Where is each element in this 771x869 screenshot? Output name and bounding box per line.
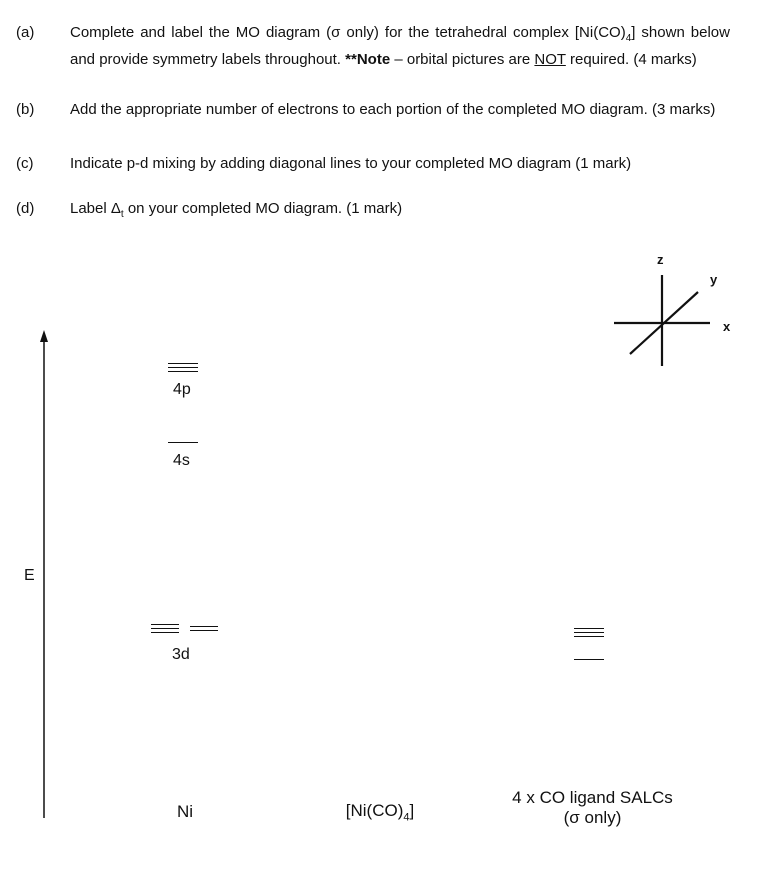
question-c-label: (c) [16,155,34,172]
3d-level [151,628,179,629]
3d-label: 3d [172,646,190,663]
4s-label: 4s [173,452,190,469]
4s-level [168,442,198,443]
energy-label: E [24,567,35,584]
question-d-text: Label $\Delta_t$ on your completed MO diagram. (1 mark) [70,200,403,220]
question-c-text: Indicate p-d mixing by adding diagonal lines to your completed MO diagram (1 mark) [70,155,632,172]
coordinate-axes-icon [614,275,710,366]
3d-level [190,630,218,631]
ligand-salc-level [574,632,604,633]
question-b-text: Add the appropriate number of electrons to each portion of the completed MO diagram. (3 marks) [70,101,716,118]
question-a-text: Complete and label the MO diagram (σ only) for the tetrahedral complex $[Ni(CO)_4]$ shown below and provide symmetry labels throughout. **Note – orbital pictures are NOT required. (4 marks) [70,24,730,68]
question-d-label: (d) [16,200,35,217]
4p-level [168,367,198,368]
3d-level [151,624,179,625]
question-a-label: (a) [16,24,35,41]
4p-level [168,371,198,372]
ligand-column-label: 4 x CO ligand SALCs (σ only) [512,788,673,827]
energy-axis [40,330,48,818]
question-b-label: (b) [16,101,35,118]
y-axis-label: y [710,272,718,287]
ligand-salc-level [574,636,604,637]
3d-level [190,626,218,627]
ligand-salc-level [574,628,604,629]
metal-column-label: Ni [176,802,194,821]
z-axis-label: z [657,252,664,267]
x-axis-label: x [723,319,731,334]
4p-label: 4p [173,381,191,398]
3d-level [151,632,179,633]
ligand-salc-level [574,659,604,660]
complex-column-label: $[Ni(CO)_4]$ [345,801,415,824]
4p-level [168,363,198,364]
